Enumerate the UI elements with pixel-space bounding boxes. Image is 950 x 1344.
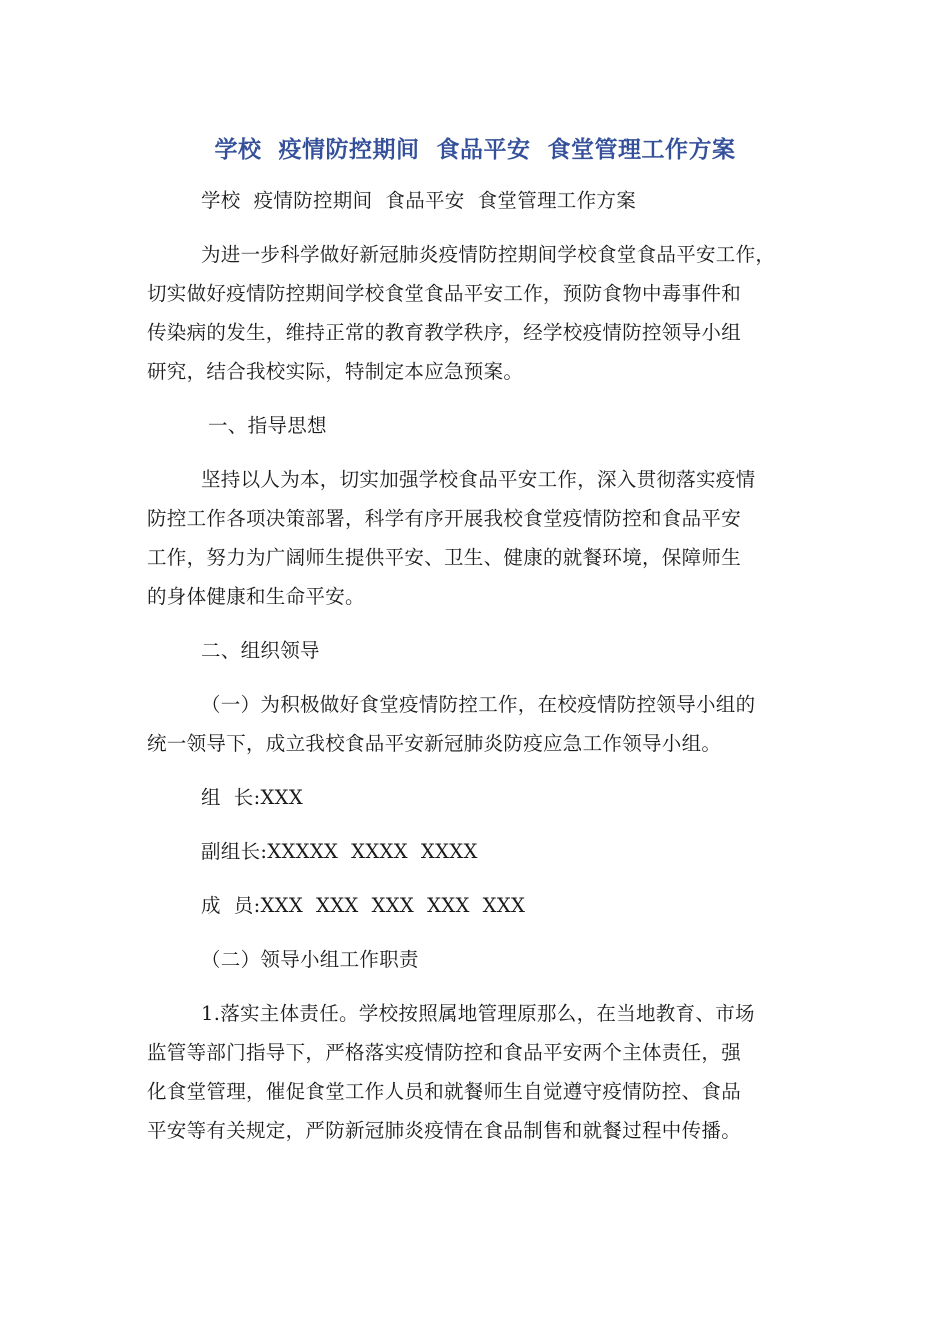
intro-line-1: 为进一步科学做好新冠肺炎疫情防控期间学校食堂食品平安工作， (201, 243, 776, 266)
section1-heading: 一、指导思想 (208, 414, 327, 437)
intro-line-2: 切实做好疫情防控期间学校食堂食品平安工作，预防食物中毒事件和 (147, 282, 742, 305)
member-deputy: 副组长:XXXXX XXXX XXXX (201, 840, 478, 863)
section1-line-3: 工作，努力为广阔师生提供平安、卫生、健康的就餐环境，保障师生 (147, 546, 742, 569)
section1-line-4: 的身体健康和生命平安。 (147, 585, 365, 608)
section1-line-2: 防控工作各项决策部署，科学有序开展我校食堂疫情防控和食品平安 (147, 507, 742, 530)
document-subtitle: 学校 疫情防控期间 食品平安 食堂管理工作方案 (201, 189, 636, 212)
section2-item2-heading: （二）领导小组工作职责 (201, 948, 419, 971)
duty1-line-2: 监管等部门指导下，严格落实疫情防控和食品平安两个主体责任，强 (147, 1041, 742, 1064)
section1-line-1: 坚持以人为本，切实加强学校食品平安工作，深入贯彻落实疫情 (201, 468, 756, 491)
document-title: 学校 疫情防控期间 食品平安 食堂管理工作方案 (214, 137, 736, 163)
intro-line-4: 研究，结合我校实际，特制定本应急预案。 (147, 360, 524, 383)
section2-heading: 二、组织领导 (201, 639, 320, 662)
intro-line-3: 传染病的发生，维持正常的教育教学秩序，经学校疫情防控领导小组 (147, 321, 742, 344)
section2-item1-line-2: 统一领导下，成立我校食品平安新冠肺炎防疫应急工作领导小组。 (147, 732, 722, 755)
member-staff: 成 员:XXX XXX XXX XXX XXX (201, 894, 526, 917)
duty1-line-4: 平安等有关规定，严防新冠肺炎疫情在食品制售和就餐过程中传播。 (147, 1119, 742, 1142)
duty1-line-3: 化食堂管理，催促食堂工作人员和就餐师生自觉遵守疫情防控、食品 (147, 1080, 742, 1103)
section2-item1-line-1: （一）为积极做好食堂疫情防控工作，在校疫情防控领导小组的 (201, 693, 756, 716)
member-leader: 组 长:XXX (201, 786, 304, 809)
duty1-line-1: 1.落实主体责任。学校按照属地管理原那么，在当地教育、市场 (201, 1002, 755, 1025)
